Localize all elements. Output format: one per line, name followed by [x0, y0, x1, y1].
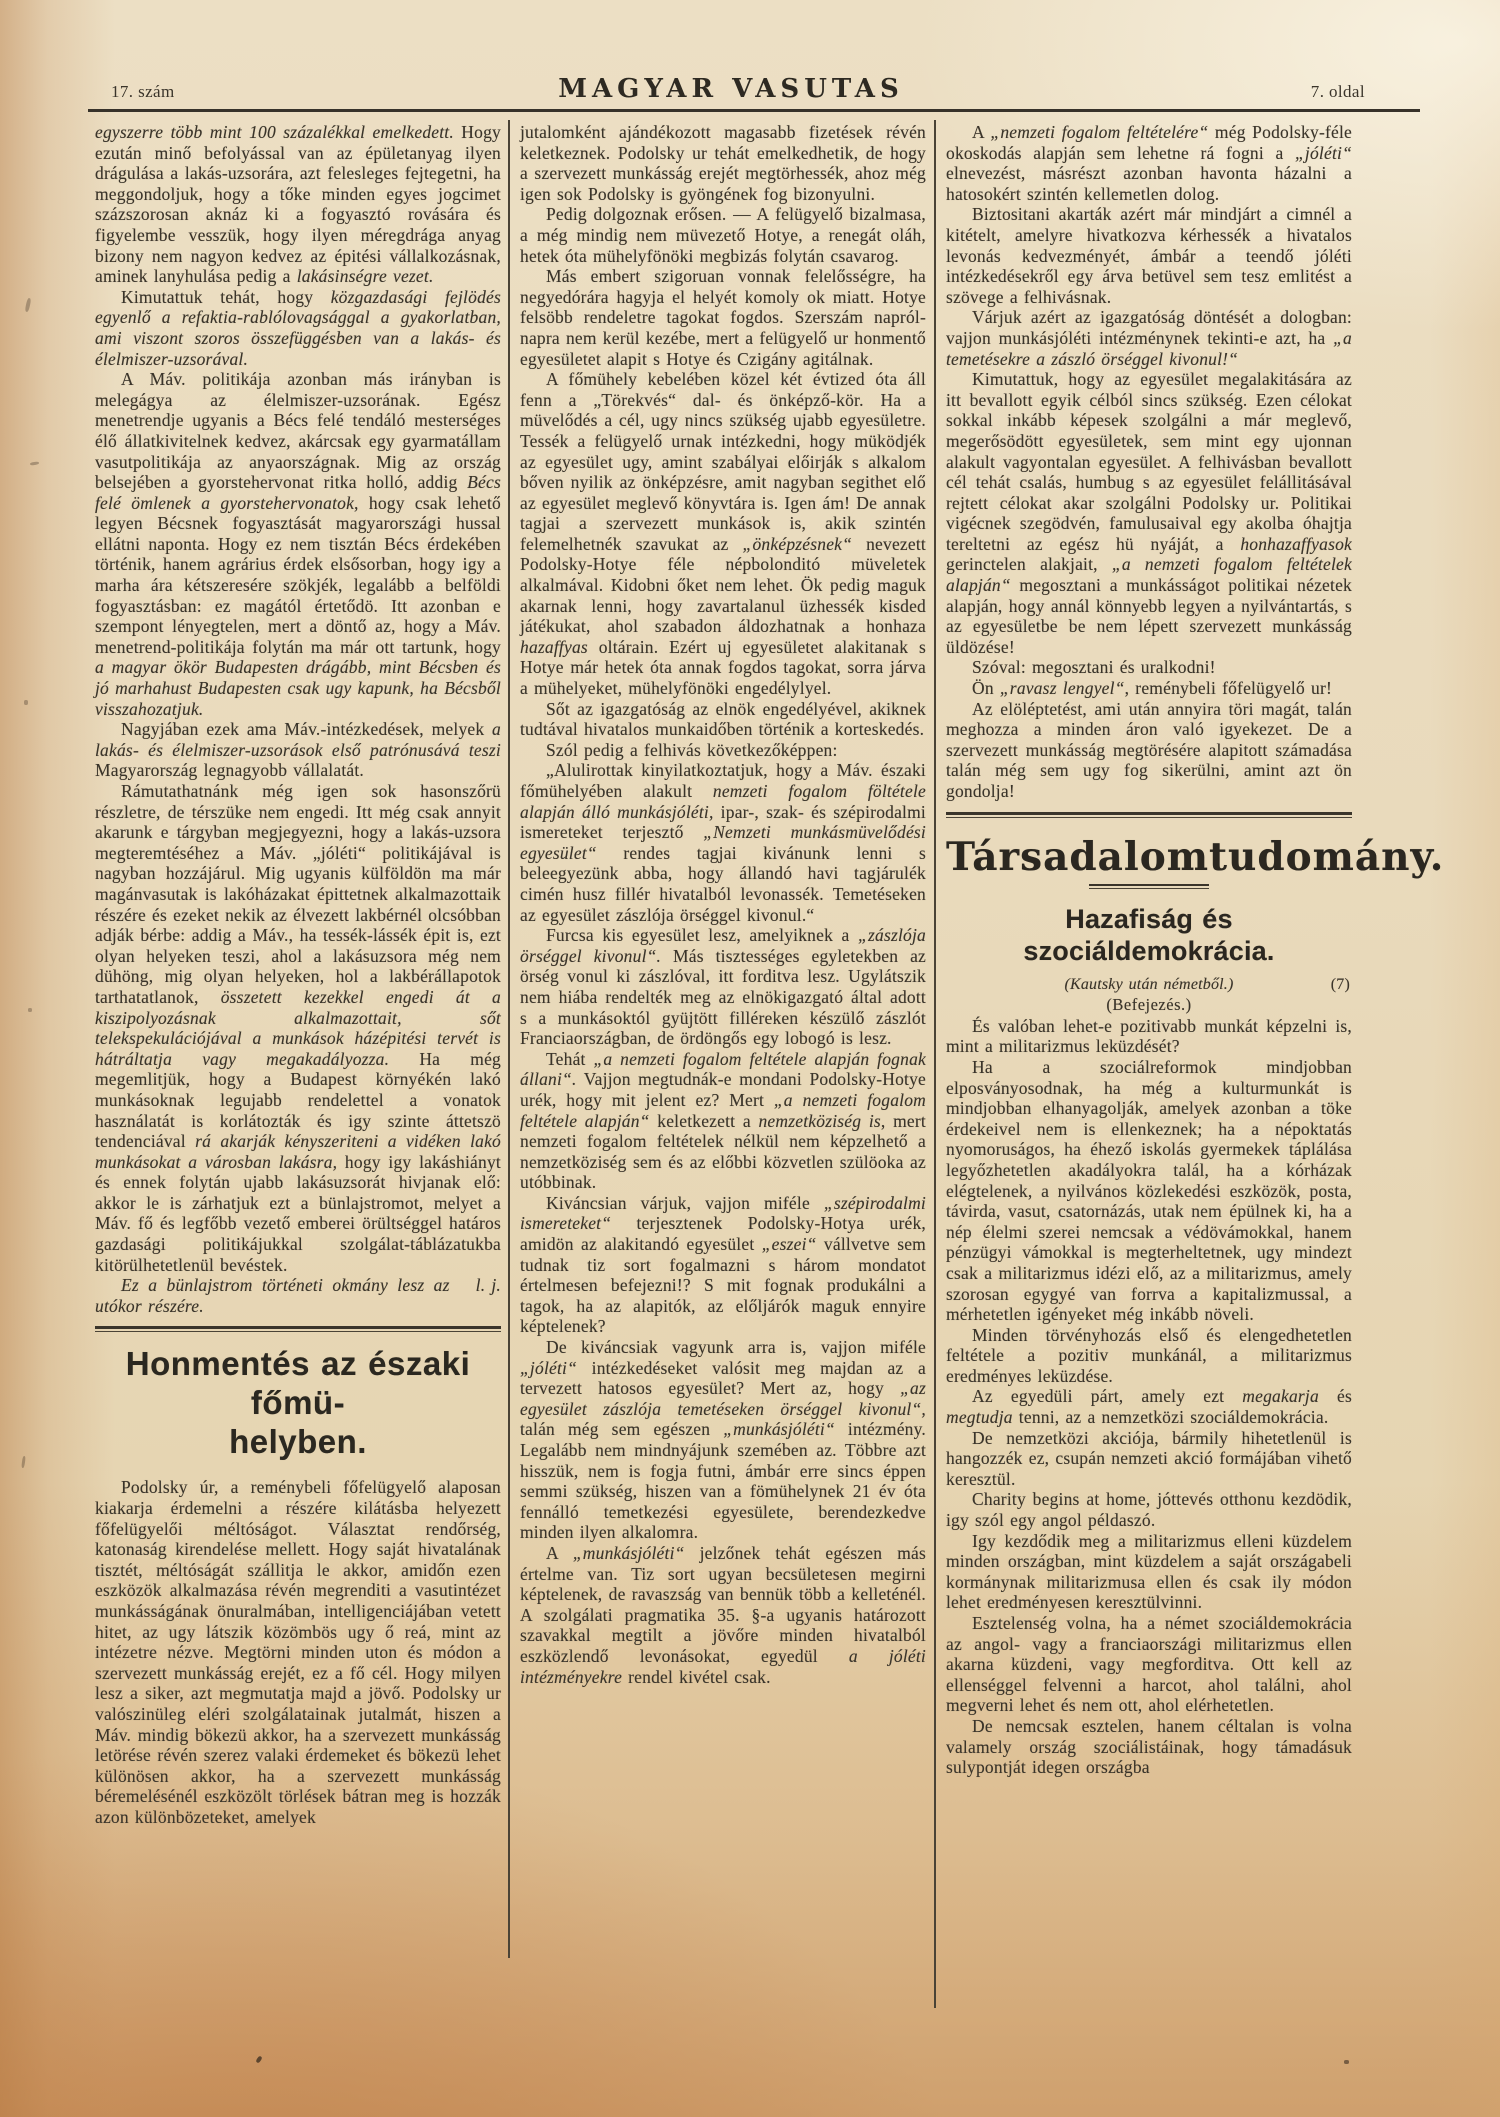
column-1 — [95, 122, 501, 1828]
paragraph: Ön „ravasz lengyel“, reménybeli főfelügyelő ur! — [972, 678, 1333, 699]
paragraph: Podolsky úr, a reménybeli főfelügyelő alaposan kiakarja érdemelni a részére kilátásba helyezett főfelügyelői méltóságot. Választat rendőrség, katonaság kirendelése mellett. Hogy saját hivatalának tisztét, méltóságát szállitja le akkor, amidőn ezen eszközök alkalmazása révén megrenditi a vasutintézet munkásságának önuralmában, intelligenciájában vetett hitet, az ugy látszik közömbös ugy ő reá, mint az intézetre nézve. Megtörni minden uton és módon a szervezett munkásság erejét, ez a fő cél. Hogy milyen lesz a siker, azt megmutatja majd a jövő. Podolsky ur valószinüleg eléri szolgálatainak jutalmát, hiszen a Máv. mindig bökezü akkor, ha a szervezett munkásság letörése révén szerez valaki érdemeket és bökezü lehet különösen akkor, ha a szervezett munkásság béremelésénél eszközölt törlések bátran meg is hozzák azon különbözeteket, amelyek — [95, 1477, 501, 1827]
issue-number: 17. szám — [111, 82, 175, 101]
author-signature: l. j. — [475, 1275, 501, 1296]
ink-speck — [1344, 2060, 1349, 2064]
paragraph: De kiváncsiak vagyunk arra is, vajjon miféle „jóléti“ intézkedéseket valósit meg majdan az a tervezett hatosos egyesület? Mert az, hogy „az egyesület zászlója temetéseken örséggel kivonul“, talán még sem egészen „munkásjóléti“ intézmény. Legalább nem mindnyájunk szemében az. Többre azt hisszük, nem is fogja futni, ámbár erre sincs éppen semmi szükség, hiszen van a fömühelynek 21 év óta fennálló temetkezési egyesülete, berendezkedve minden ilyen alkalomra. — [520, 1337, 927, 1543]
article2-title: Honmentés az északi főmü- helyben. — [125, 1345, 471, 1461]
paragraph: De nemcsak esztelen, hanem céltalan is volna valamely ország szociálistáinak, hogy támadásuk sulypontját idegen országba — [946, 1715, 1352, 1778]
page-header — [95, 74, 1367, 108]
paragraph: Várjuk azért az igazgatóság döntését a dologban: vajjon munkásjóléti intézménynek tekinti-e azt, ha „a temetésekre a zászló örséggel kivonul!“ — [946, 307, 1352, 369]
paragraph: Kiváncsian várjuk, vajjon miféle „szépirodalmi ismereteket“ terjesztenek Podolsky-Hotya urék, amidön az alakitandó egyesület „eszei“ vállvetve sem tudnak tiz sort fogalmazni s három mondatot értelmesen befejezni!? S mit fognak produkálni a tagok, ha az alapitók, az előljárók maguk ennyire képtelenek? — [520, 1192, 926, 1337]
article3-byline: (Kautsky után németből.) (7) — [946, 975, 1352, 996]
article2-body-end — [946, 122, 1352, 802]
ink-speck — [21, 1456, 26, 1468]
article1-body — [95, 122, 501, 1275]
paragraph: Más embert szigoruan vonnak felelősségre, ha negyedórára hagyja el helyét komoly ok miatt. Hotye felsöbb rendeletre tagokat fogdos. Szerszám napról-napra nem kerül kezébe, mert a felügyelő ur honmentő egyesületet alapit s Hotye és Czigány agitálnak. — [520, 266, 926, 369]
paragraph: jutalomként ajándékozott magasabb fizetések révén keletkeznek. Podolsky ur tehát emelkedhetik, de hogy a szervezett munkásság erejét megtörhessék, ahoz még igen sok Podolsky is gyöngének fog bizonyulni. — [520, 122, 926, 204]
article1-closing — [95, 1275, 501, 1316]
paragraph: Charity begins at home, jóttevés otthonu kezdödik, igy szól egy angol példaszó. — [946, 1489, 1352, 1531]
closing-text: Ez a bünlajstrom történeti okmány lesz az utókor részére. — [95, 1275, 450, 1316]
paragraph: És valóban lehet-e pozitivabb munkát képzelni is, mint a militarizmus leküzdését? — [946, 1015, 1352, 1057]
paragraph: Nagyjában ezek ama Máv.-intézkedések, melyek a lakás- és élelmiszer-uzsorások első patrónusává teszi Magyarország legnagyobb vállalatát. — [95, 719, 501, 781]
paragraph: Minden törvényhozás első és elengedhetetlen feltétele a pozitiv munkánál, a militarizmus eredményes leküzdése. — [946, 1324, 1352, 1386]
paragraph: Biztositani akarták azért már mindjárt a cimnél a kitételt, amelyre hivatkozva kérhessék a hivatalos levonás kedvezményét, ámbár a teendő jóléti intézkedésekről egy árva betüvel sem tesz emlitést a szövege a felhivásnak. — [946, 204, 1352, 307]
paragraph: A „munkásjóléti“ jelzőnek tehát egészen más értelme van. Tiz sort ugyan becsületesen megirni képtelenek, de ravaszság van bennük több a kelleténél. A szolgálati pragmatika 35. §-a ugyanis határozott szavakkal megtilt a jövőre minden hivatalból eszközlendő levonásokat, egyedül a jóléti intézményekre rendel kivétel csak. — [520, 1542, 926, 1687]
paragraph: De nemzetközi akciója, bármily hihetetlenül is hangozzék ez, csupán nemzeti akció formájában vihető keresztül. — [946, 1427, 1352, 1489]
paragraph: Szól pedig a felhivás következőképpen: — [546, 739, 838, 760]
paragraph: Sőt az igazgatóság az elnök engedélyével, akiknek tudtával hivatalos munkaidőben történik a korteskedés. — [520, 698, 926, 740]
paragraph: Rámutathatnánk még igen sok hasonszőrü részletre, de térszüke nem engedi. Itt még csak annyit akarunk e tárgyban megjegyezni, hogy a lakás-uzsora megteremtéséhez a Máv. „jóléti“ politikájával is nagyban hozzájárul. Mig ugyanis külföldön ma már magánvasutak is lakóházakat épittetnek alkalmazottaik részére és ezeket nekik az élvezett lakbérnél olcsóbban adják bérbe: addig a Máv., ha tessék-lássék épit is, ezt olyan helyeken teszi, ahol a lakásuzsora még nem dühöng, mig olyan helyeken, hol a lakbérállapotok tarthatatlanok, összetett kezekkel engedi át a kiszipolyozásnak alkalmazottait, sőt telekspekulációjával a munkások házépitési tervét is hátráltatja vagy megakadályozza. Ha még megemlitjük, hogy a Budapest környékén lakó munkásoknak legujabb rendelettel a vonatok használatát is korlátozták és igy szinte áttetszö tendenciával rá akarják kényszeriteni a vidéken lakó munkásokat a városban lakásra, hogy igy lakáshiányt és ennek folytán ujabb lakásuzsorát hivjanak elő: akkor le is zárhatjuk ezt a bünlajstromot, melyet a Máv. fő és legfőbb vezető emberei örültséggel határos gazdasági politikájukkal szolgálat-táblázatukba kitörülhetetlenül bevéstek. — [95, 781, 502, 1275]
ink-speck — [255, 2055, 262, 2063]
paragraph: Szóval: megosztani és uralkodni! — [972, 657, 1216, 678]
paragraph: Furcsa kis egyesület lesz, amelyiknek a „zászlója örséggel kivonul“. Más tisztességes egyletekben az örség vonul ki zászlóval, itt forditva lesz. Ugylátszik nem hiába rendelték meg az elnökigazgató által adott s a munkásoktól gyüjtött filléreken készülő zászlót Franciaországban, de ördöngős egy lobogó is lesz. — [520, 925, 927, 1049]
article3-body — [946, 1016, 1352, 1778]
paragraph: Kimutattuk, hogy az egyesület megalakitására az itt bevallott egyik célból sincs szükség. Ezen célokat sokkal inkább képesek szolgálni a már meglevő, megerősödött egyesületek, sem mint egy ujonnan alakult vagyontalan egyesület. A felhivásban bevallott cél tehát csalás, humbug s az egyesület felállitásával rejtett célokat akar szolgálni Podolsky ur. Politikai vigécnek szegödvén, famulusaival egy akolba óhajtja tereltetni az egész hü nyáját, a honhazaffyasok gerinctelen alakjait, „a nemzeti fogalom feltételek alapján“ megosztani a munkásságot politikai nézetek alapján, hogy annál könnyebb legyen a nyilvántartás, s az egyesületbe be nem lépett szervezett munkásság üldözése! — [946, 369, 1352, 657]
paragraph: egyszerre több mint 100 százalékkal emelkedett. Hogy ezután minő befolyással van az épületanyag ilyen drágulása a lakás-uzsorára, azt felesleges fejtegetni, ha meggondoljuk, hogy a tőke minden egyes jogcimet százszorosan aknáz ki a fogyasztó rovására és figyelembe vesszük, hogy ilyen méregdrága anyag bizony nem nagyon kedvez az épitési vállalkozásnak, aminek lanyhulása pedig a lakásinségre vezet. — [95, 122, 501, 287]
masthead-title: MAGYAR VASUTAS — [558, 74, 904, 104]
column-3 — [946, 122, 1445, 1778]
part-number: (7) — [1330, 975, 1350, 993]
paragraph: Kimutattuk tehát, hogy közgazdasági fejlödés egyenlő a refaktia-rablólovagsággal a gyakorlatban, ami viszont szoros összefüggésben van a lakás- és élelmiszer-uzsorával. — [95, 286, 501, 369]
section-divider — [946, 812, 1352, 818]
paragraph: Ha a szociálreformok mindjobban elposványosodnak, ha még a kulturmunkát is mindjobban elhanyagolják, amelyek azonban a töke érdekeivel nem is ellenkeznek; ha a népoktatás nyomoruságos, ha éhező iskolás gyermekek táplálása legyőzhetetlen akadályokra talál, ha a kórházak elégtelenek, a nyilvános közlekedési eszközök, posta, távirda, vasut, csatornázás, utak nem épülnek ki, ha a nép élelmi szerei nemcsak a védövámokkal, hanem pénzügyi vámokkal is megterheltetnek, ugy mindezt csak a militarizmus idézi elő, az a militarizmus, amely szorosan egygyé van forrva a kapitalizmussal, a mérhetetlen igényeket még inkább növeli. — [946, 1056, 1352, 1325]
paragraph: Esztelenség volna, ha a német szociáldemokrácia az angol- vagy a franciaországi militarizmus ellen akarna küzdeni, vagy megforditva. Ott kell az ellenséggel felvenni a harcot, ahol találni, ahol megverni lehet és nem ott, ahol elérhetetlen. — [946, 1613, 1352, 1716]
header-rule — [88, 109, 1420, 112]
article3-finale-note: (Befejezés.) — [1106, 995, 1192, 1015]
column-2 — [520, 122, 926, 1687]
paragraph: Pedig dolgoznak erősen. — A felügyelő bizalmasa, a még mindig nem müvezető Hotye, a renegát oláh, hetek óta mühelyfönöki megbizás folytán csavarog. — [520, 204, 926, 266]
section-title-underline — [1089, 884, 1209, 889]
paragraph: A Máv. politikája azonban más irányban is melegágya az élelmiszer-uzsorának. Egész menetrendje ugyanis a Bécs felé tendáló mesterséges élő állatkivitelnek kedvez, akárcsak egy gyarmatállam vasutpolitikája az anyaországnak. Mig az ország belsejében a gyorstehervonat ritka holló, addig Bécs felé ömlenek a gyorstehervonatok, hogy csak lehető legyen Bécsnek fogyasztását magyarországi hussal ellátni naponta. Hogy ez nem tisztán Bécs érdekében történik, hanem agrárius érdek elsősorban, hogy igy a marha ára kétszeresére szökjék, legalább a belföldi fogyasztásban: ez magától értetődö. Itt azonban e szempont lényegtelen, mert a döntő az, hogy a Máv. menetrend-politikája folytán ma már ott tartunk, hogy a magyar ökör Budapesten drágább, mint Bécsben és jó marhahust Budapesten csak ugy kapunk, ha Bécsből visszahozatjuk. — [95, 369, 501, 719]
page-number: 7. oldal — [1310, 82, 1365, 101]
ink-speck — [28, 1008, 32, 1012]
ink-speck — [25, 298, 32, 313]
paragraph: A „nemzeti fogalom feltételére“ még Podolsky-féle okoskodás alapján sem lehetne rá fogni a „jóléti“ elnevezést, másrészt azonban havonta házalni a hatosokért szintén kellemetlen dolog. — [946, 122, 1352, 204]
paragraph: Az elöléptetést, ami után annyira töri magát, talán meghozza a minden áron való igyekezet. De a szervezett munkásság megtörésére alapitott számadása talán még sem ugy fog sikerülni, amint azt ön gondolja! — [946, 698, 1352, 801]
article-divider — [95, 1326, 501, 1332]
ink-speck — [24, 700, 28, 705]
section-title: Társadalomtudomány. — [946, 833, 1445, 880]
paragraph: A főmühely kebelében közel két évtized óta áll fenn a „Törekvés“ dal- és önképző-kör. Ha a müvelődés a cél, ugy nincs szükség ujabb egyesületre. Tessék a felügyelő urnak intézkedni, hogy müködjék az egyesület ugy, amint szabályai előirják s alkalom bőven nyilik az önképzésre, amit nagyban segithet elő az egyesület meglevő könyvtára is. Igen ám! De annak tagjai a szervezett munkások is, akik szintén felemelhetnék szavukat az „önképzésnek“ nevezett Podolsky-Hotye féle népbolonditó müveletek alkalmával. Kidobni őket nem lehet. Ök pedig maguk akarnak lenni, hogy zavartalanul üzhessék kisded játékukat, ahol szabadon áldozhatnak a honhaza hazaffyas oltárain. Ezért uj egyesületet alakitanak s Hotye már hetek óta annak fogdos tagokat, sorra járva a mühelyeket, mühelyfönöki engedélylyel. — [520, 369, 926, 699]
article2-body-continued — [520, 122, 926, 1687]
column-divider-rule — [508, 120, 510, 1958]
paragraph: Tehát „a nemzeti fogalom feltétele alapján fognak állani“. Vajjon megtudnák-e mondani Podolsky-Hotye urék, hogy mit jelent ez? Mert „a nemzeti fogalom feltétele alapján“ keletkezett a nemzetköziség is, mert nemzeti fogalom feltételek nélkül nem képzelhető a nemzetköziség sem és az előbbi közvetlen szülöoka az utóbbinak. — [520, 1048, 926, 1193]
article2-body — [95, 1477, 501, 1827]
paragraph: Igy kezdődik meg a militarizmus elleni küzdelem minden országban, mint küzdelem a saját országabeli kormánynak militarizmusa ellen és csak ily módon lehet eredményesen keresztülvinni. — [946, 1530, 1352, 1613]
ink-speck — [30, 461, 39, 465]
paragraph: Az egyedüli párt, amely ezt megakarja és megtudja tenni, az a nemzetközi szociáldemokrácia. — [946, 1386, 1352, 1428]
article3-title: Hazafiság és szociáldemokrácia. — [1023, 903, 1275, 966]
column-divider-rule — [934, 120, 936, 2008]
paragraph: „Alulirottak kinyilatkoztatjuk, hogy a Máv. északi főmühelyében alakult nemzeti fogalom föltétele alapján álló munkásjóléti, ipar-, szak- és szépirodalmi ismereteket terjesztő „Nemzeti munkásmüvelődési egyesület“ rendes tagjai kivánunk lenni s beleegyezünk abba, hogy állandó havi tagjárulék cimén husz fillér hivatalból levonassék. Temetéseken az egyesület zászlója örséggel kivonul.“ — [520, 760, 926, 925]
